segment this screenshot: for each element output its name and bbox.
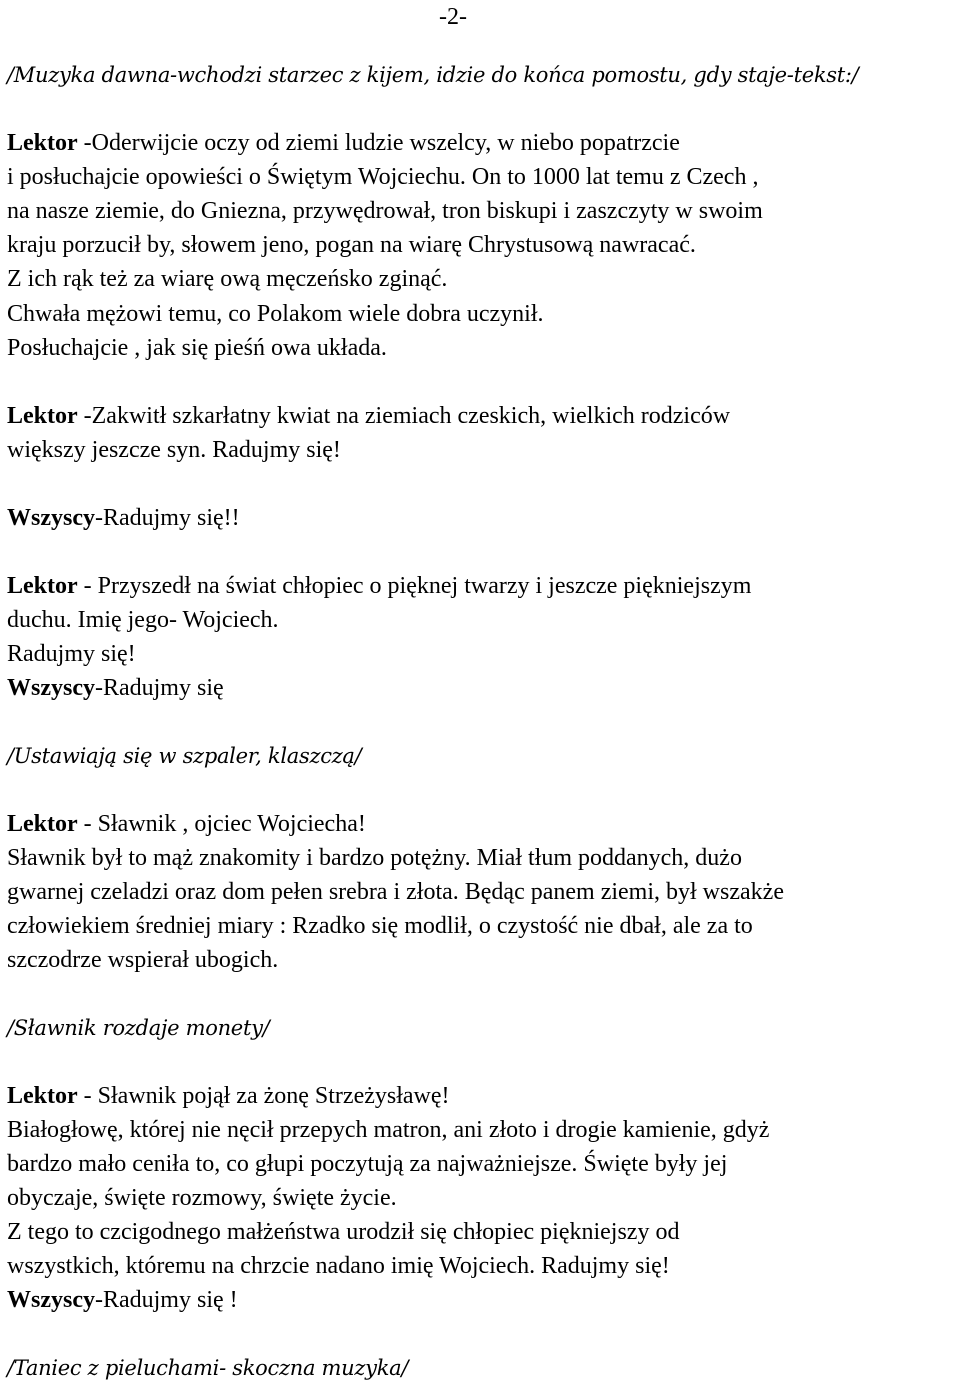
stage-direction: /Ustawiają się w szpaler, klaszczą/	[7, 744, 362, 768]
text-line: Z ich rąk też za wiarę ową męczeńsko zginąć.	[7, 266, 448, 292]
text-line: Sławnik był to mąż znakomity i bardzo potężny. Miał tłum poddanych, dużo	[7, 845, 742, 871]
stage-direction: /Taniec z pieluchami- skoczna muzyka/	[7, 1356, 409, 1380]
speech-line	[7, 809, 366, 839]
text-line: Z tego to czcigodnego małżeństwa urodził się chłopiec piękniejszy od	[7, 1219, 680, 1245]
text-line: Chwała mężowi temu, co Polakom wiele dobra uczynił.	[7, 301, 544, 327]
speaker-name: Lektor	[7, 1083, 78, 1109]
speaker-name: Lektor	[7, 403, 78, 429]
speech-text: -Zakwitł szkarłatny kwiat na ziemiach czeskich, wielkich rodziców	[77, 403, 731, 429]
text-line: Białogłowę, której nie nęcił przepych matron, ani złoto i drogie kamienie, gdyż	[7, 1117, 770, 1143]
stage-direction: /Muzyka dawna-wchodzi starzec z kijem, idzie do końca pomostu, gdy staje-tekst:/	[7, 63, 859, 87]
text-line: na nasze ziemie, do Gniezna, przywędrował, tron biskupi i zaszczyty w swoim	[7, 198, 763, 224]
speech-line	[7, 128, 680, 158]
speech-text: -Radujmy się !	[94, 1287, 238, 1313]
speaker-name: Wszyscy	[7, 1287, 95, 1313]
text-line: człowiekiem średniej miary : Rzadko się modlił, o czystość nie dbał, ale za to	[7, 913, 753, 939]
speaker-name: Wszyscy	[7, 675, 95, 701]
speaker-name: Wszyscy	[7, 505, 95, 531]
speech-line	[7, 401, 730, 431]
speaker-name: Lektor	[7, 573, 78, 599]
text-line: obyczaje, święte rozmowy, święte życie.	[7, 1185, 397, 1211]
text-line: Radujmy się!	[7, 641, 136, 667]
speech-line	[7, 571, 751, 601]
text-line: duchu. Imię jego- Wojciech.	[7, 607, 279, 633]
text-line: i posłuchajcie opowieści o Świętym Wojciechu. On to 1000 lat temu z Czech ,	[7, 164, 759, 190]
text-line: kraju porzucił by, słowem jeno, pogan na wiarę Chrystusową nawracać.	[7, 232, 696, 258]
text-line: szczodrze wspierał ubogich.	[7, 947, 279, 973]
speech-line	[7, 1285, 238, 1315]
speech-text: - Przyszedł na świat chłopiec o pięknej twarzy i jeszcze piękniejszym	[77, 573, 752, 599]
speech-text: - Sławnik pojął za żonę Strzeżysławę!	[77, 1083, 450, 1109]
text-line: gwarnej czeladzi oraz dom pełen srebra i złota. Będąc panem ziemi, był wszakże	[7, 879, 784, 905]
speaker-name: Lektor	[7, 130, 78, 156]
stage-direction: /Sławnik rozdaje monety/	[7, 1016, 270, 1040]
speech-line	[7, 503, 240, 533]
text-line: bardzo mało ceniła to, co głupi poczytują za najważniejsze. Święte były jej	[7, 1151, 728, 1177]
text-line: wszystkich, któremu na chrzcie nadano imię Wojciech. Radujmy się!	[7, 1253, 670, 1279]
speech-text: -Radujmy się!!	[94, 505, 240, 531]
speech-text: -Radujmy się	[94, 675, 224, 701]
text-line: większy jeszcze syn. Radujmy się!	[7, 437, 341, 463]
speech-line	[7, 1081, 450, 1111]
speech-text: -Oderwijcie oczy od ziemi ludzie wszelcy, w niebo popatrzcie	[77, 130, 680, 156]
speech-text: - Sławnik , ojciec Wojciecha!	[77, 811, 366, 837]
page-number: -2-	[439, 4, 467, 30]
speech-line	[7, 673, 224, 703]
speaker-name: Lektor	[7, 811, 78, 837]
text-line: Posłuchajcie , jak się pieśń owa układa.	[7, 335, 387, 361]
